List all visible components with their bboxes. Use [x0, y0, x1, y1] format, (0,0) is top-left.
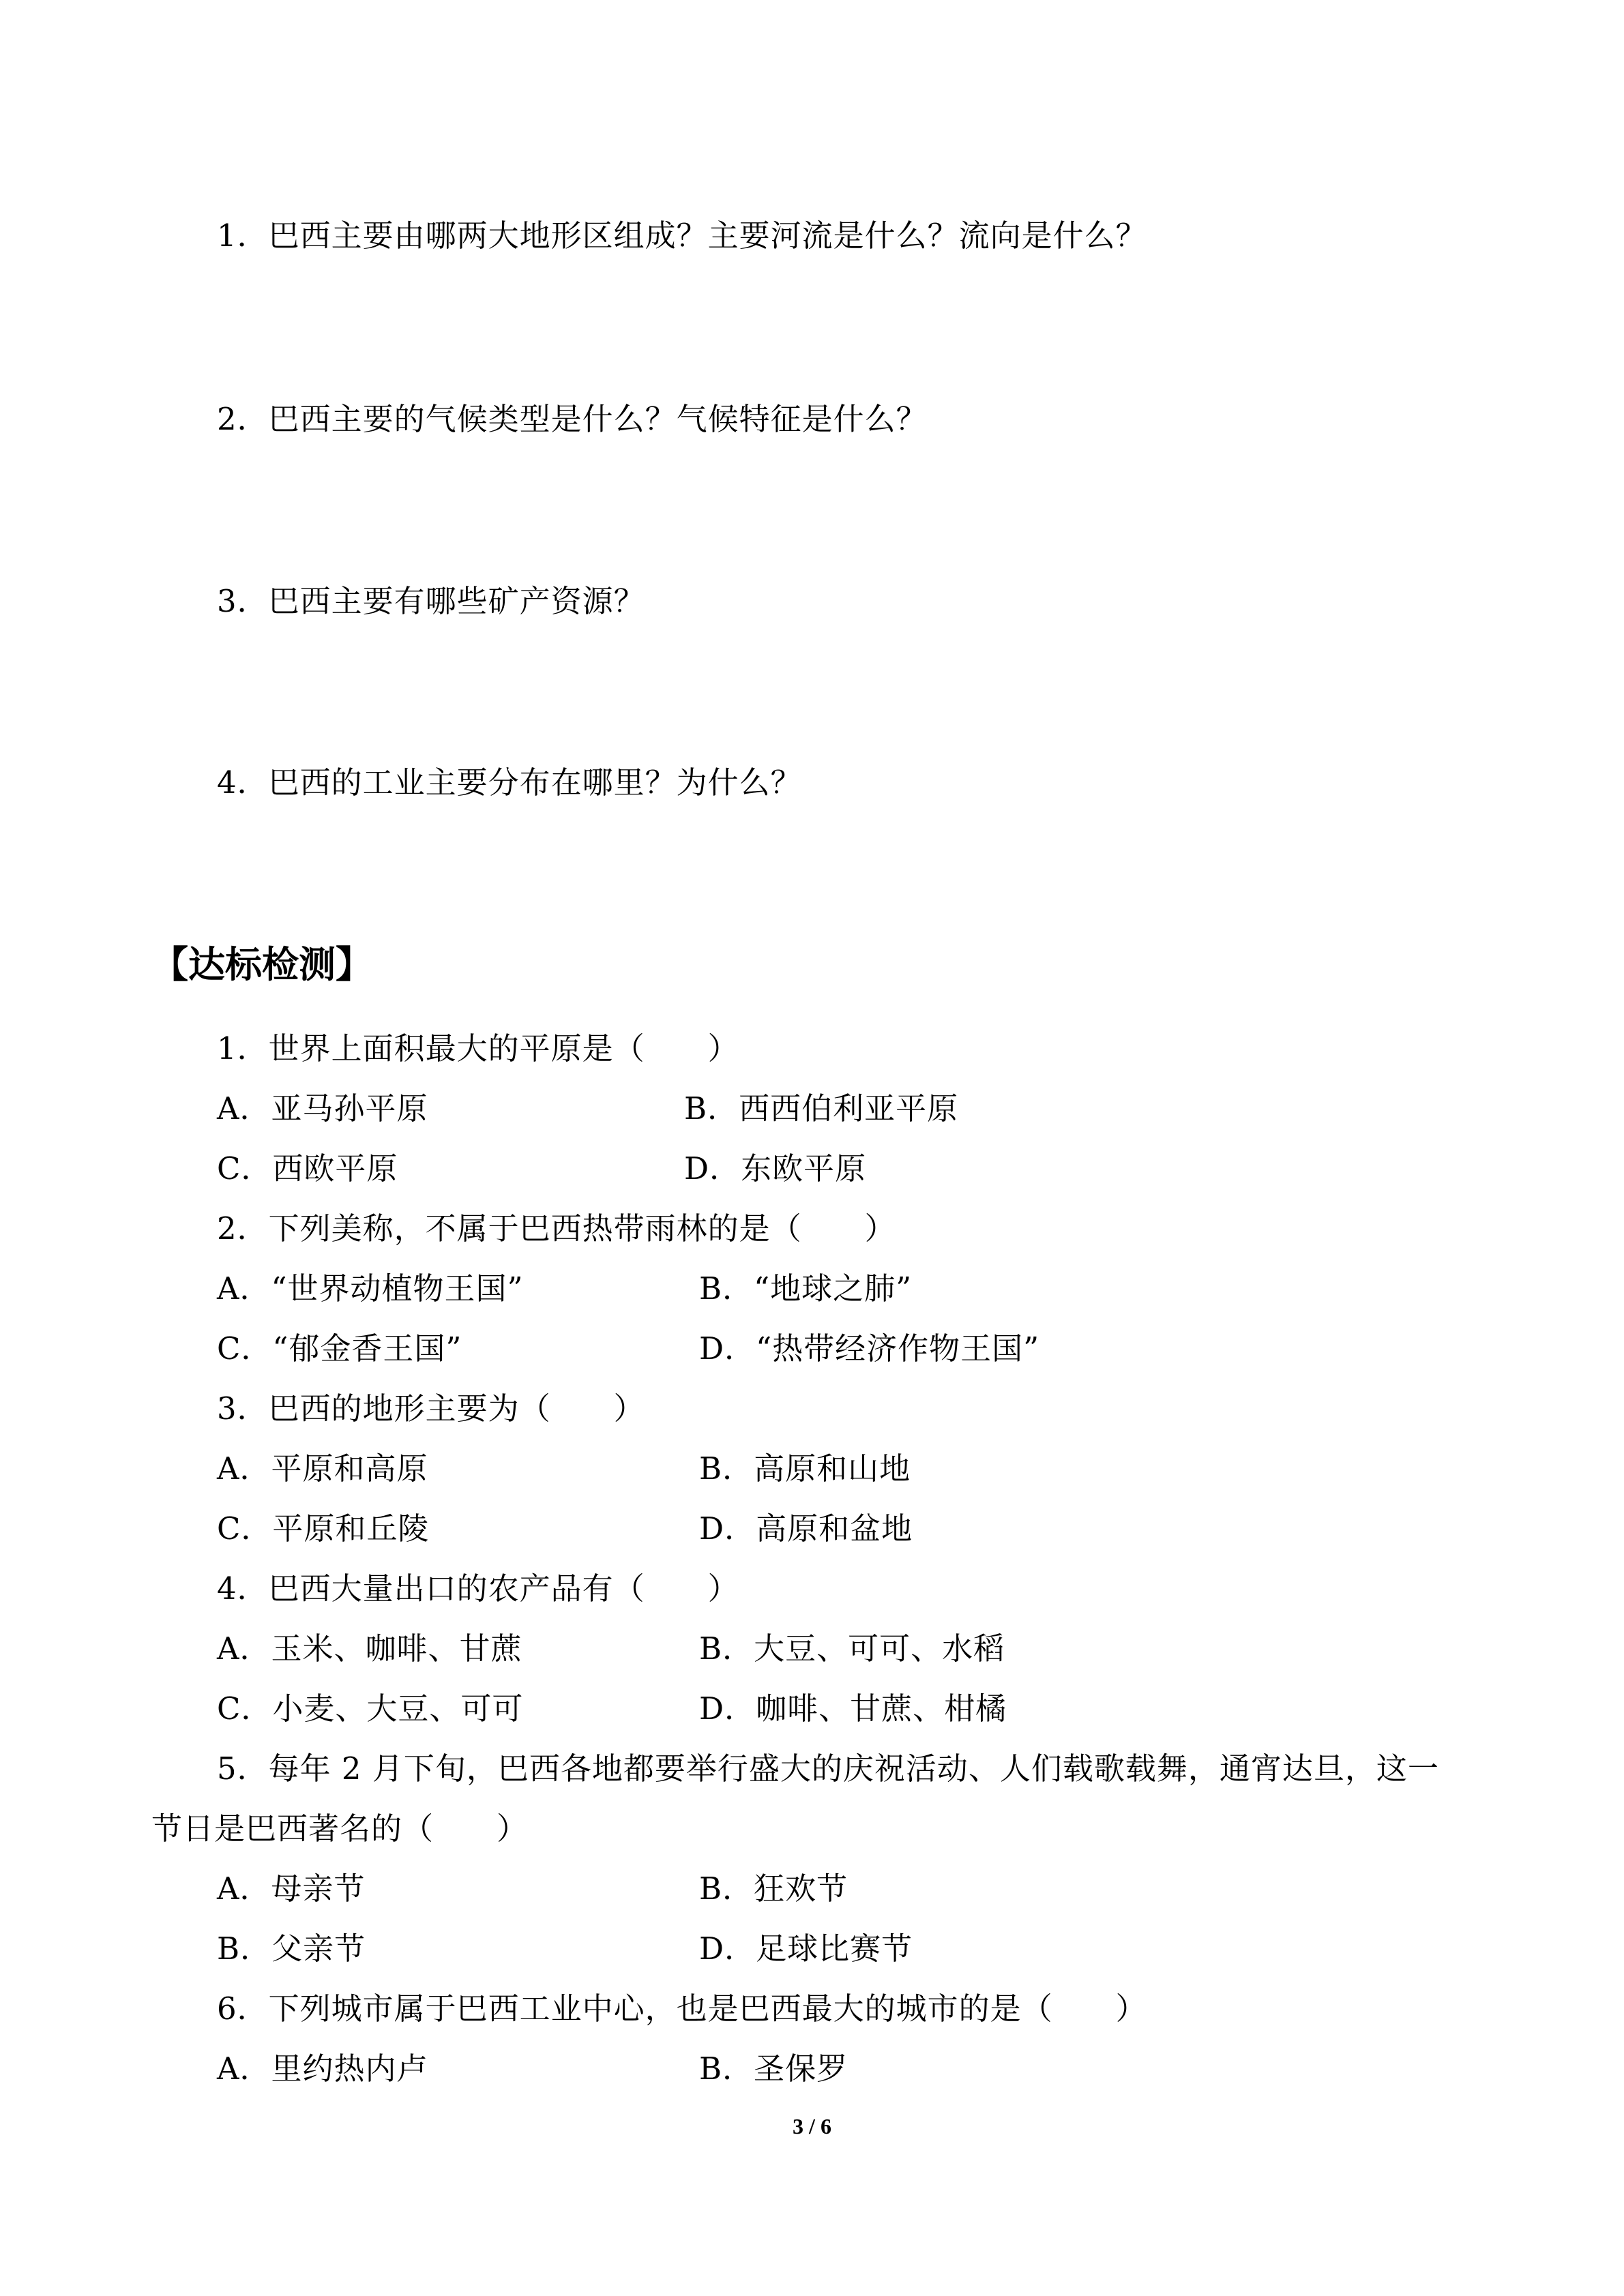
quiz-question-2-option-c: C．“郁金香王国” — [217, 1330, 462, 1367]
quiz-question-5-stem-line-1: 5．每年 2 月下旬，巴西各地都要举行盛大的庆祝活动、人们载歌载舞，通宵达旦，这一 — [217, 1750, 1439, 1787]
quiz-question-1-option-c: C．西欧平原 — [217, 1150, 398, 1187]
quiz-question-4-stem: 4．巴西大量出口的农产品有（ ） — [217, 1570, 739, 1607]
quiz-question-5-option-d: D．足球比赛节 — [699, 1930, 913, 1967]
quiz-question-1-option-a: A．亚马孙平原 — [217, 1090, 428, 1127]
quiz-question-4-option-a: A．玉米、咖啡、甘蔗 — [217, 1630, 522, 1667]
quiz-question-1-stem: 1．世界上面积最大的平原是（ ） — [217, 1030, 739, 1067]
quiz-question-5-stem-line-2: 节日是巴西著名的（ ） — [151, 1810, 529, 1847]
review-question-2: 2．巴西主要的气候类型是什么？气候特征是什么？ — [217, 401, 928, 437]
quiz-question-6-option-b: B．圣保罗 — [699, 2051, 848, 2087]
quiz-question-3-option-a: A．平原和高原 — [217, 1450, 428, 1487]
review-question-3: 3．巴西主要有哪些矿产资源？ — [217, 583, 645, 619]
quiz-question-1-option-b: B．西西伯利亚平原 — [684, 1090, 959, 1127]
quiz-question-2-option-b: B．“地球之肺” — [699, 1270, 913, 1307]
quiz-question-4-option-b: B．大豆、可可、水稻 — [699, 1630, 1005, 1667]
quiz-question-4-option-d: D．咖啡、甘蔗、柑橘 — [699, 1690, 1007, 1727]
quiz-question-5-option-c: B．父亲节 — [217, 1930, 366, 1967]
quiz-question-6-stem: 6．下列城市属于巴西工业中心，也是巴西最大的城市的是（ ） — [217, 1991, 1147, 2027]
quiz-question-3-option-c: C．平原和丘陵 — [217, 1510, 430, 1547]
review-question-1: 1．巴西主要由哪两大地形区组成？主要河流是什么？流向是什么？ — [217, 218, 1147, 254]
quiz-question-3-option-b: B．高原和山地 — [699, 1450, 911, 1487]
quiz-question-1-option-d: D．东欧平原 — [684, 1150, 867, 1187]
quiz-question-5-option-a: A．母亲节 — [217, 1870, 366, 1907]
quiz-question-2-option-d: D．“热带经济作物王国” — [699, 1330, 1040, 1367]
quiz-question-2-stem: 2．下列美称，不属于巴西热带雨林的是（ ） — [217, 1210, 896, 1247]
page-number: 3 / 6 — [793, 2114, 831, 2138]
quiz-question-3-option-d: D．高原和盆地 — [699, 1510, 913, 1547]
quiz-question-5-option-b: B．狂欢节 — [699, 1870, 848, 1907]
review-question-4: 4．巴西的工业主要分布在哪里？为什么？ — [217, 764, 802, 801]
quiz-question-3-stem: 3．巴西的地形主要为（ ） — [217, 1390, 645, 1427]
quiz-question-4-option-c: C．小麦、大豆、可可 — [217, 1690, 524, 1727]
quiz-question-2-option-a: A．“世界动植物王国” — [217, 1270, 524, 1307]
quiz-question-6-option-a: A．里约热内卢 — [217, 2051, 428, 2087]
section-heading: 【达标检测】 — [151, 943, 372, 986]
